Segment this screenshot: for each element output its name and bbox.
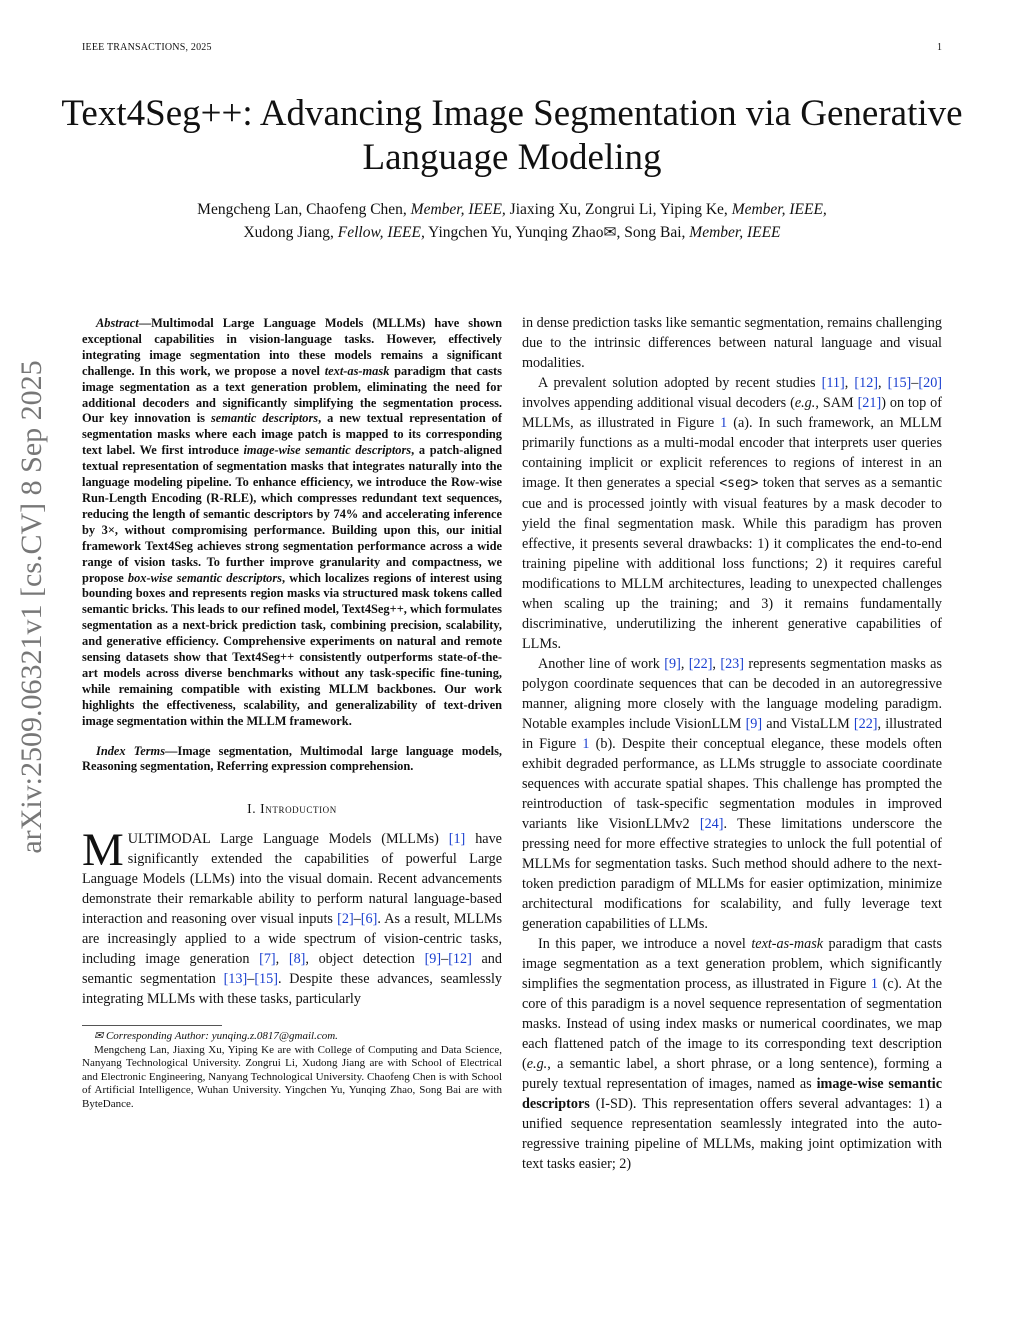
intro-paragraph-1-text [82,824,503,1008]
text-run: , a new textual representation of segmentation masks where each image patch is mapped to its corresponding text label. We first introduce [82,411,502,458]
text-run: (b). Despite their conceptual elegance, these models often exhibit degraded performance, as LLMs struggle to associate coordinate sequences with accurate spatial shapes. This challenge has prompted the reintroduction of task-specific segmentation modules in improved variants like VisionLLMv2 [522,736,943,832]
text-run: and VistaLLM [762,716,854,732]
text-run: ) on top of MLLMs, as illustrated in Figure [522,395,942,431]
emphasis-text: Index Terms [96,743,166,758]
text-run: —Image segmentation, Multimodal large language models, Reasoning segmentation, Referring expression comprehension. [82,743,502,774]
text-run: – [441,951,449,968]
emphasis-text: e.g. [794,395,816,411]
citation-link[interactable]: [20] [918,375,943,391]
citation-link[interactable]: [9] [745,716,763,732]
text-run: involves appending additional visual decoders ( [522,395,795,411]
citation-link[interactable]: 1 [870,976,879,992]
emphasis-text: e.g. [526,1056,548,1072]
text-run: – [353,911,361,928]
text-run: (c). At the core of this paradigm is a novel sequence representation of segmentation masks. Instead of using index masks or numerical coordinates, we map each flattened patch of the image to its corresponding text description ( [522,976,943,1072]
text-run: (a). In such framework, an MLLM primarily functions as a multi-modal encoder that interprets user queries containing implicit or explicit references to regions of interest in an image. It then generates a special [522,415,943,491]
drop-cap: M [82,824,124,877]
text-run: Another line of work [538,656,665,672]
citation-link[interactable]: [2] [337,911,354,928]
intro-paragraph-1 [82,824,503,1009]
citation-link[interactable]: [7] [259,951,276,968]
text-run: . These limitations underscore the pressing need for more effective strategies to unlock the full potential of MLLMs for segmentation tasks. Such method should adhere to the next-token prediction paradigm of MLLMs for easier optimization, minimize architectural modifications for scalability, and fully leverage text generation capabilities of LLMs. [522,816,942,932]
text-run: , illustrated in Figure [522,716,942,752]
text-run: A prevalent solution adopted by recent studies [538,375,822,391]
emphasis-text: box-wise semantic descriptors [127,570,283,585]
text-run: – [911,375,919,391]
paper-title: Text4Seg++: Advancing Image Segmentation via Generative Language Modeling [61,93,963,178]
text-run: , SAM [815,395,858,411]
emphasis-text: text-as-mask [751,936,824,952]
citation-link[interactable]: [12] [854,375,879,391]
running-head: IEEE TRANSACTIONS, 2025 [82,42,212,53]
text-run: , a patch-aligned textual representation of segmentation masks that integrates naturally into the language modeling pipeline. To enhance efficiency, we introduce the Row-wise Run-Length Encoding (R-RLE), which compresses redundant text sequences, reducing the length of semantic descriptors by 74% and accelerating inference by 3×, without compromising performance. Building upon this, our initial framework Text4Seg achieves strong segmentation performance across a wide range of vision tasks. To further improve granularity and compactness, we propose [82,443,502,585]
author-line-1 [80,198,944,221]
abstract [82,316,502,730]
text-run: in dense prediction tasks like semantic segmentation, remains challenging due to the intrinsic differences between natural language and visual modalities. [522,315,942,371]
citation-link[interactable]: [9] [424,951,442,968]
citation-link[interactable]: [15] [254,971,278,988]
text-run: paradigm that casts image segmentation as a text generation problem, which significantly simplifies the segmentation process, as illustrated in Figure [522,936,942,992]
citation-link[interactable]: [6] [360,911,378,928]
heading-small-caps: ntroduction [265,801,337,817]
citation-link[interactable]: [15] [887,375,912,391]
citation-link[interactable]: [13] [223,971,248,988]
left-column [82,316,502,1111]
body-paragraph [522,313,942,373]
citation-link[interactable]: [22] [853,716,878,732]
emphasis-text: Member, IEEE, [731,201,827,218]
text-run: have significantly extended the capabilities of powerful Large Language Models (LLMs) into the visual domain. Recent advancements demonstrate their remarkable ability to perform natural language-based interaction and reasoning over visual inputs [82,831,502,928]
text-run: —Multimodal Large Language Models (MLLMs) have shown exceptional capabilities in vision-language tasks. However, effectively integrating image segmentation into these models remains a significant challenge. In this work, we propose a novel [82,316,502,378]
text-run: token that serves as a semantic cue and is processed jointly with visual features by a mask decoder to yield the final segmentation mask. While this paradigm has proven effective, it presents several drawbacks: 1) it complicates the end-to-end training pipeline with additional loss functions; 2) it requires careful modifications to MLLM architectures, leading to unexpected challenges when scaling up the training; and 3) it remains fundamentally discriminative, underutilizing the inherent generative capabilities of LLMs. [522,475,942,652]
emphasis-text: image-wise semantic descriptors [243,443,412,458]
text-run: , which localizes regions of interest using bounding boxes and represents region masks via structured mask tokens called semantic bricks. This leads to our refined model, Text4Seg++, which formulates segmentation as a next-brick prediction task, combining precision, scalability, and generative efficiency. Comprehensive experiments on natural and remote sensing datasets show that Text4Seg++ consistently outperforms state-of-the-art models across diverse benchmarks without any task-specific fine-tuning, while remaining compatible with existing MLLM backbones. Our work highlights the effectiveness, scalability, and generalizability of text-driven image segmentation within the MLLM framework. [82,570,502,728]
citation-link[interactable]: [1] [448,831,466,848]
text-run: , [712,656,721,672]
citation-link[interactable]: 1 [720,415,728,431]
footnote-rule [82,1025,222,1026]
citation-link[interactable]: [24] [699,816,724,832]
body-paragraph [522,934,942,1174]
citation-link[interactable]: [8] [288,951,306,968]
emphasis-text: semantic descriptors [210,411,319,426]
text-run: , [878,375,888,391]
right-column [522,313,942,1174]
citation-link[interactable]: [12] [448,951,472,968]
citation-link[interactable]: [22] [688,656,713,672]
citation-link[interactable]: [9] [664,656,681,672]
author-line-2 [80,221,944,244]
text-run: Xudong Jiang, [243,224,338,241]
text-run: and semantic segmentation [82,951,502,988]
footnote-affiliations: Mengcheng Lan, Jiaxing Xu, Yiping Ke are with College of Computing and Data Science, Nanyang Technological University. Zongrui Li, Xudong Jiang are with School of Electrical and Electronic Engineering, Nanyang Technological University. Chaofeng Chen is with School of Artificial Intelligence, Wuhan University. Yingchen Yu, Yunqing Zhao, Song Bai are with ByteDance. [82,1043,502,1110]
text-run: Mengcheng Lan, Chaofeng Chen, [197,201,411,218]
text-run: . As a result, MLLMs are increasingly applied to a wide spectrum of vision-centric tasks, including image generation [82,911,503,968]
text-run: Yingchen Yu, Yunqing Zhao✉, Song Bai, [424,224,690,241]
emphasis-text: Member, IEEE, [410,201,506,218]
emphasis-text: Fellow, IEEE, [337,224,425,241]
citation-link[interactable]: [11] [821,375,845,391]
footnote-corresponding-author: ✉ Corresponding Author: yunqing.z.0817@gmail.com. [94,1030,338,1043]
citation-link[interactable]: [23] [720,656,744,672]
body-paragraph [522,654,942,934]
seg-token: <seg> [719,476,759,491]
arxiv-identifier: arXiv:2509.06321v1 [cs.CV] 8 Sep 2025 [15,360,48,854]
citation-link[interactable]: 1 [582,736,590,752]
index-terms [82,744,502,776]
bold-term: image-wise semantic descriptors [522,1076,943,1112]
emphasis-text: text-as-mask [324,363,390,378]
text-run: represents segmentation masks as polygon coordinate sequences that can be decoded in an autoregressive manner, aligning more closely with the language modeling paradigm. Notable examples include VisionLLM [522,656,942,732]
citation-link[interactable]: [21] [857,395,882,411]
text-run: (I-SD). This representation offers several advantages: 1) a unified sequence representation seamlessly integrated into the auto-regressive training pipeline of MLLMs, making joint optimization with text tasks easier; 2) [522,1096,942,1172]
section-heading-introduction: I. Introduction [247,801,337,817]
text-run: In this paper, we introduce a novel [538,936,752,952]
text-run: – [247,971,255,988]
page-number: 1 [937,42,942,53]
text-run: , [680,656,689,672]
text-run: paradigm that casts image segmentation as a text generation problem, eliminating the need for additional decoders and significantly simplifying the segmentation process. Our key innovation is [82,363,502,426]
text-run: , [275,951,289,968]
body-paragraph [522,373,942,654]
text-run: . Despite these advances, seamlessly integrating MLLMs with these tasks, particularly [82,971,502,1008]
author-list [80,198,944,244]
text-run: , object detection [305,951,425,968]
text-run: ULTIMODAL Large Language Models (MLLMs) [127,831,449,848]
emphasis-text: Abstract [96,316,139,330]
emphasis-text: Member, IEEE [689,224,781,241]
footnote [82,1030,502,1111]
text-run: , [844,375,855,391]
text-run: , a semantic label, a short phrase, or a long sentence), forming a purely textual representation of images, named as [522,1056,942,1092]
text-run: Jiaxing Xu, Zongrui Li, Yiping Ke, [505,201,732,218]
